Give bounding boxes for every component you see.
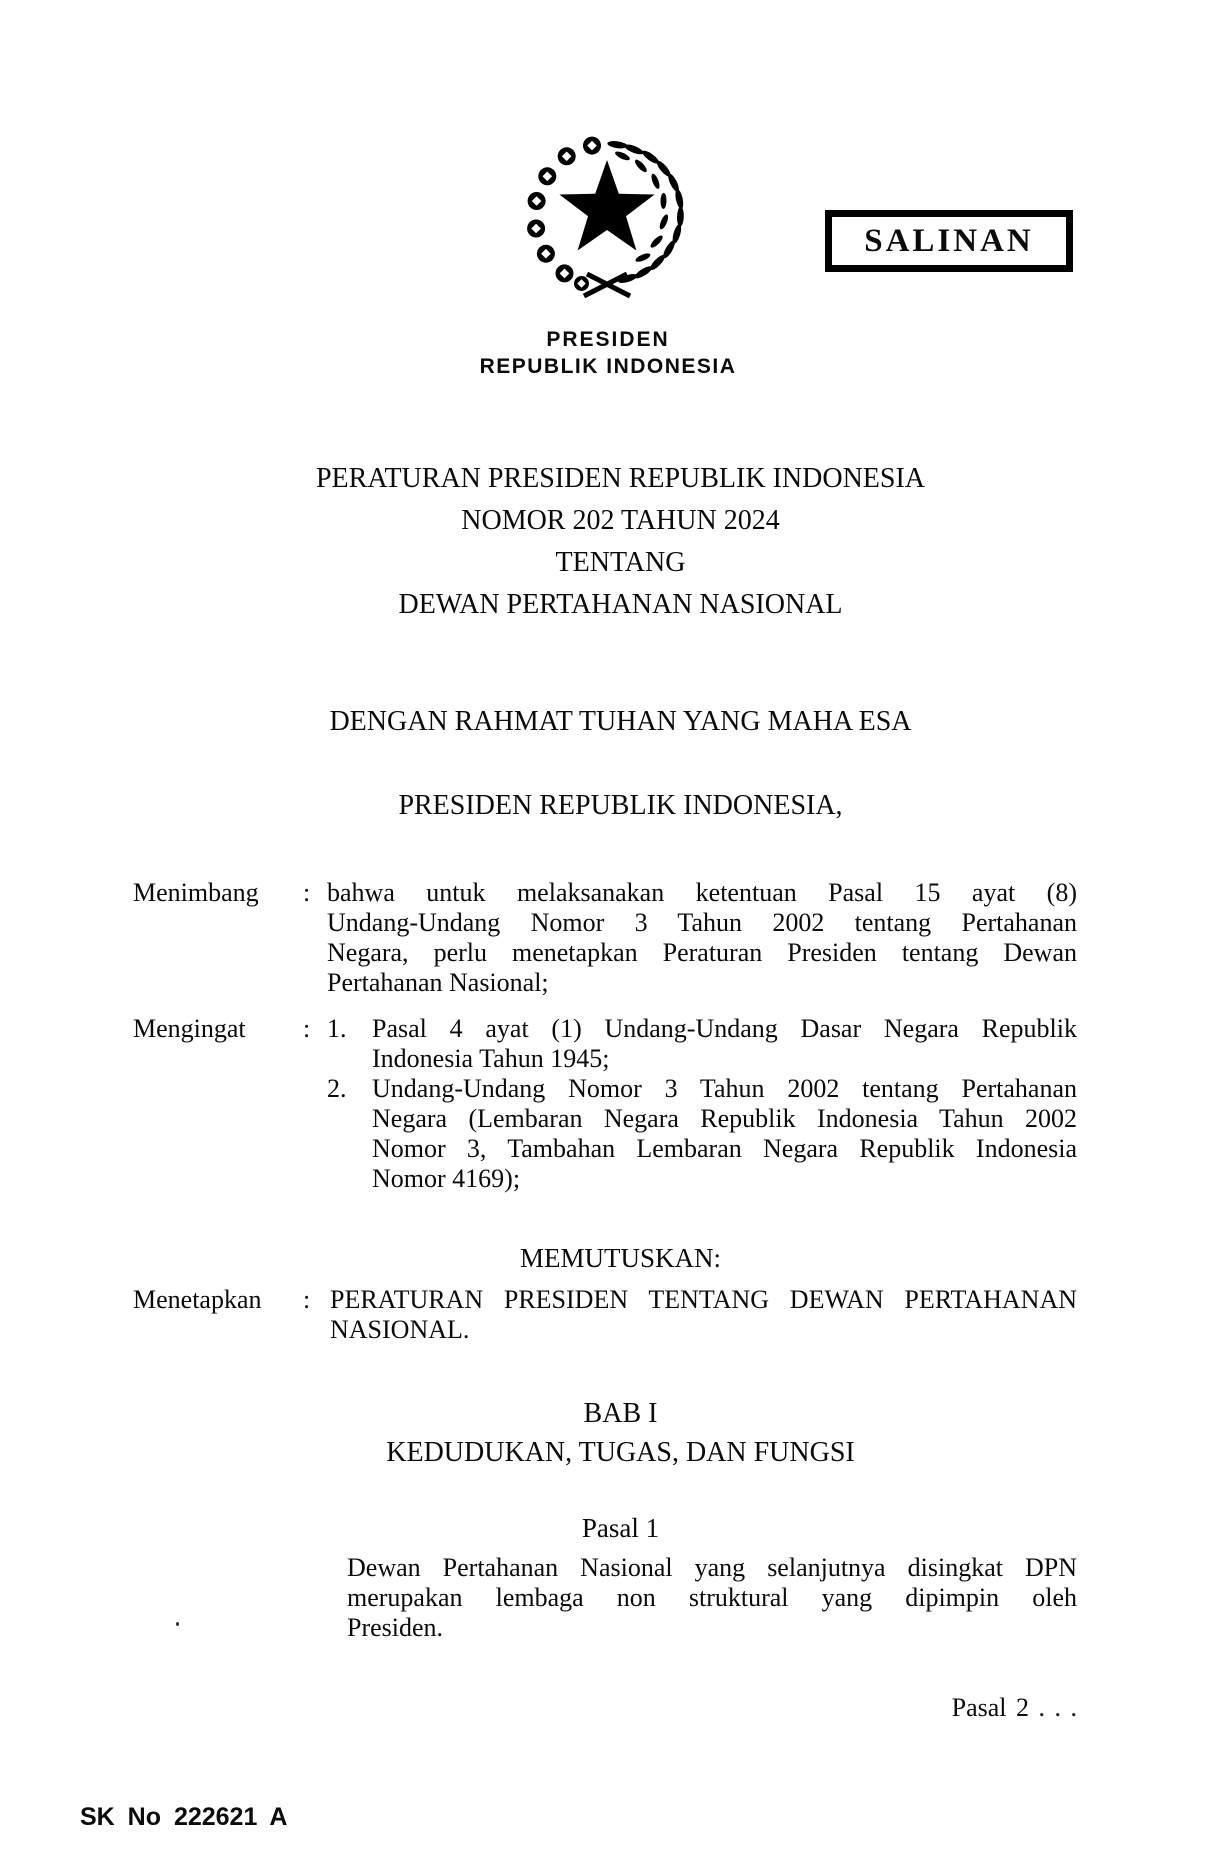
- mengingat-item-1: [327, 1014, 1077, 1074]
- text-line: Pasal 4 ayat (1) Undang-Undang Dasar Negara Republik: [372, 1014, 1077, 1043]
- menimbang-colon: :: [303, 878, 311, 907]
- text-line: Presiden.: [347, 1613, 444, 1642]
- bab-number: BAB I: [583, 1398, 658, 1429]
- text-line: NASIONAL.: [330, 1315, 470, 1344]
- menimbang-paragraph: [327, 878, 1077, 998]
- text-line: Negara (Lembaran Negara Republik Indonesia Tahun 2002: [372, 1104, 1077, 1133]
- title-line-2: NOMOR 202 TAHUN 2024: [461, 505, 780, 536]
- item-text: [372, 1074, 1077, 1194]
- item-text: [372, 1014, 1077, 1074]
- mengingat-list: [327, 1014, 1077, 1194]
- invocation-line: DENGAN RAHMAT TUHAN YANG MAHA ESA: [329, 706, 912, 737]
- salinan-stamp: [825, 210, 1073, 272]
- menimbang-label: Menimbang: [133, 878, 259, 907]
- menetapkan-paragraph: [330, 1285, 1077, 1345]
- text-line: Pertahanan Nasional;: [327, 968, 549, 997]
- text-line: bahwa untuk melaksanakan ketentuan Pasal 15 ayat (8): [327, 878, 1077, 907]
- text-line: Negara, perlu menetapkan Peraturan Presiden tentang Dewan: [327, 938, 1077, 967]
- mengingat-item-2: [327, 1074, 1077, 1194]
- pasal1-heading: Pasal 1: [581, 1513, 660, 1543]
- authority-line: PRESIDEN REPUBLIK INDONESIA,: [398, 790, 843, 821]
- text-line: merupakan lembaga non struktural yang dipimpin oleh: [347, 1583, 1077, 1612]
- scan-artifact-dot: [176, 1622, 179, 1626]
- text-line: Undang-Undang Nomor 3 Tahun 2002 tentang Pertahanan: [372, 1074, 1077, 1103]
- letterhead-presiden: PRESIDEN: [546, 328, 670, 351]
- crossed-stems: [584, 274, 630, 296]
- letterhead: [408, 326, 808, 380]
- mengingat-colon: :: [303, 1014, 311, 1043]
- letterhead-republik-indonesia: REPUBLIK INDONESIA: [479, 355, 737, 378]
- text-line: Nomor 4169);: [372, 1164, 521, 1193]
- memutuskan-heading: MEMUTUSKAN:: [519, 1243, 721, 1273]
- item-number: 2.: [327, 1074, 347, 1103]
- garuda-star-emblem-icon: [523, 136, 691, 306]
- salinan-label: SALINAN: [864, 222, 1034, 259]
- text-line: Undang-Undang Nomor 3 Tahun 2002 tentang Pertahanan: [327, 908, 1077, 937]
- menetapkan-label: Menetapkan: [133, 1285, 262, 1314]
- pasal1-paragraph: [347, 1553, 1077, 1643]
- text-line: Indonesia Tahun 1945;: [372, 1044, 610, 1073]
- mengingat-label: Mengingat: [133, 1014, 246, 1043]
- bab-title: KEDUDUKAN, TUGAS, DAN FUNGSI: [386, 1437, 855, 1468]
- item-number: 1.: [327, 1014, 347, 1043]
- menetapkan-colon: :: [303, 1285, 311, 1314]
- text-line: Dewan Pertahanan Nasional yang selanjutnya disingkat DPN: [347, 1553, 1077, 1582]
- star-icon: [559, 160, 654, 251]
- title-line-3: TENTANG: [555, 547, 686, 578]
- text-line: PERATURAN PRESIDEN TENTANG DEWAN PERTAHANAN: [330, 1285, 1077, 1314]
- sk-number: SK No 222621 A: [80, 1803, 288, 1831]
- title-line-4: DEWAN PERTAHANAN NASIONAL: [398, 589, 843, 620]
- text-line: Nomor 3, Tambahan Lembaran Negara Republik Indonesia: [372, 1134, 1077, 1163]
- catchword-pasal-2: Pasal 2 . . .: [951, 1693, 1077, 1722]
- title-line-1: PERATURAN PRESIDEN REPUBLIK INDONESIA: [315, 463, 926, 494]
